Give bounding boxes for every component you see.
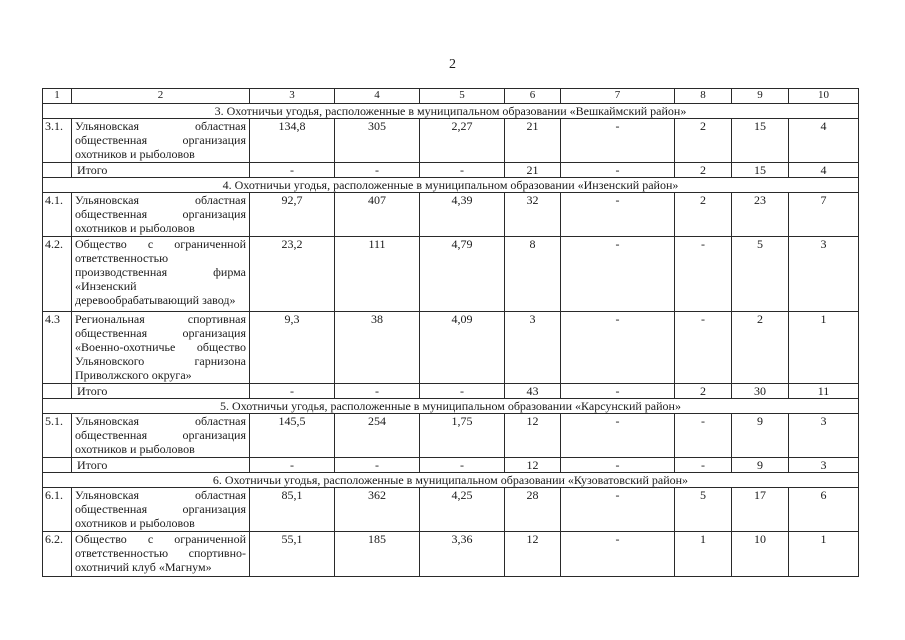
- column-header: 4: [335, 89, 420, 104]
- cell-c4: 254: [335, 414, 420, 458]
- cell-c3: 23,2: [250, 237, 335, 312]
- total-c7: -: [561, 458, 675, 473]
- cell-c6: 12: [505, 532, 561, 577]
- total-c3: -: [250, 384, 335, 399]
- table-row: [43, 414, 859, 458]
- cell-c6: 21: [505, 119, 561, 163]
- cell-c10: 3: [789, 237, 859, 312]
- total-c4: -: [335, 458, 420, 473]
- section-title-row: [43, 399, 859, 414]
- cell-c8: 1: [675, 532, 732, 577]
- total-c3: -: [250, 163, 335, 178]
- cell-c5: 4,39: [420, 193, 505, 237]
- cell-c3: 134,8: [250, 119, 335, 163]
- column-header: 7: [561, 89, 675, 104]
- cell-c8: 2: [675, 119, 732, 163]
- cell-c5: 2,27: [420, 119, 505, 163]
- section-title-row: [43, 104, 859, 119]
- total-c6: 12: [505, 458, 561, 473]
- cell-c7: -: [561, 193, 675, 237]
- cell-c9: 17: [732, 488, 789, 532]
- total-c4: -: [335, 163, 420, 178]
- total-c9: 30: [732, 384, 789, 399]
- cell-c3: 85,1: [250, 488, 335, 532]
- total-c3: -: [250, 458, 335, 473]
- total-c5: -: [420, 458, 505, 473]
- cell-c7: -: [561, 414, 675, 458]
- cell-c9: 9: [732, 414, 789, 458]
- cell-c5: 4,09: [420, 312, 505, 384]
- cell-c4: 362: [335, 488, 420, 532]
- cell-c6: 12: [505, 414, 561, 458]
- total-row: [43, 163, 859, 178]
- column-header: 3: [250, 89, 335, 104]
- total-c9: 9: [732, 458, 789, 473]
- section-title: 5. Охотничьи угодья, расположенные в муниципальном образовании «Карсунский район»: [43, 399, 859, 414]
- cell-c4: 185: [335, 532, 420, 577]
- cell-c9: 2: [732, 312, 789, 384]
- organization-name: Ульяновская областная общественная организация охотников и рыболовов: [72, 488, 250, 532]
- hunting-grounds-table: [42, 88, 859, 577]
- row-number: 3.1.: [43, 119, 72, 163]
- total-number-cell: [43, 458, 72, 473]
- cell-c8: 2: [675, 193, 732, 237]
- column-header: 2: [72, 89, 250, 104]
- row-number: 4.1.: [43, 193, 72, 237]
- total-row: [43, 458, 859, 473]
- page-number: 2: [449, 57, 456, 72]
- cell-c10: 3: [789, 414, 859, 458]
- total-number-cell: [43, 163, 72, 178]
- organization-name: Региональная спортивная общественная организация «Военно-охотничье общество Ульяновского гарнизона Приволжского округа»: [72, 312, 250, 384]
- total-label: Итого: [72, 458, 250, 473]
- cell-c7: -: [561, 237, 675, 312]
- total-label: Итого: [72, 163, 250, 178]
- column-header: 8: [675, 89, 732, 104]
- cell-c9: 15: [732, 119, 789, 163]
- cell-c4: 111: [335, 237, 420, 312]
- total-c8: -: [675, 458, 732, 473]
- row-number: 6.1.: [43, 488, 72, 532]
- cell-c7: -: [561, 119, 675, 163]
- cell-c8: -: [675, 414, 732, 458]
- column-header: 1: [43, 89, 72, 104]
- cell-c10: 7: [789, 193, 859, 237]
- column-header: 10: [789, 89, 859, 104]
- cell-c6: 3: [505, 312, 561, 384]
- total-c4: -: [335, 384, 420, 399]
- row-number: 4.3: [43, 312, 72, 384]
- table-row: [43, 193, 859, 237]
- section-title-row: [43, 178, 859, 193]
- cell-c4: 305: [335, 119, 420, 163]
- total-c6: 21: [505, 163, 561, 178]
- table-row: [43, 488, 859, 532]
- total-label: Итого: [72, 384, 250, 399]
- table-row: [43, 312, 859, 384]
- total-c5: -: [420, 163, 505, 178]
- organization-name: Ульяновская областная общественная организация охотников и рыболовов: [72, 414, 250, 458]
- row-number: 5.1.: [43, 414, 72, 458]
- cell-c5: 4,79: [420, 237, 505, 312]
- table-row: [43, 237, 859, 312]
- total-c10: 3: [789, 458, 859, 473]
- total-c10: 4: [789, 163, 859, 178]
- section-title: 4. Охотничьи угодья, расположенные в муниципальном образовании «Инзенский район»: [43, 178, 859, 193]
- total-number-cell: [43, 384, 72, 399]
- total-c9: 15: [732, 163, 789, 178]
- cell-c5: 3,36: [420, 532, 505, 577]
- cell-c7: -: [561, 532, 675, 577]
- cell-c7: -: [561, 312, 675, 384]
- total-row: [43, 384, 859, 399]
- cell-c4: 407: [335, 193, 420, 237]
- total-c5: -: [420, 384, 505, 399]
- section-title-row: [43, 473, 859, 488]
- organization-name: Общество с ограниченной ответственностью спортивно-охотничий клуб «Магнум»: [72, 532, 250, 577]
- total-c8: 2: [675, 384, 732, 399]
- cell-c9: 23: [732, 193, 789, 237]
- column-header: 9: [732, 89, 789, 104]
- cell-c4: 38: [335, 312, 420, 384]
- row-number: 4.2.: [43, 237, 72, 312]
- total-c10: 11: [789, 384, 859, 399]
- cell-c9: 10: [732, 532, 789, 577]
- total-c7: -: [561, 384, 675, 399]
- table-row: [43, 532, 859, 577]
- cell-c5: 4,25: [420, 488, 505, 532]
- cell-c9: 5: [732, 237, 789, 312]
- cell-c8: -: [675, 237, 732, 312]
- cell-c5: 1,75: [420, 414, 505, 458]
- organization-name: Общество с ограниченной ответственностью производственная фирма «Инзенский деревообрабатывающий завод»: [72, 237, 250, 312]
- cell-c7: -: [561, 488, 675, 532]
- organization-name: Ульяновская областная общественная организация охотников и рыболовов: [72, 193, 250, 237]
- cell-c10: 1: [789, 532, 859, 577]
- cell-c10: 6: [789, 488, 859, 532]
- cell-c3: 55,1: [250, 532, 335, 577]
- section-title: 3. Охотничьи угодья, расположенные в муниципальном образовании «Вешкаймский район»: [43, 104, 859, 119]
- cell-c3: 145,5: [250, 414, 335, 458]
- total-c7: -: [561, 163, 675, 178]
- cell-c8: 5: [675, 488, 732, 532]
- column-header: 6: [505, 89, 561, 104]
- organization-name: Ульяновская областная общественная организация охотников и рыболовов: [72, 119, 250, 163]
- cell-c10: 1: [789, 312, 859, 384]
- section-title: 6. Охотничьи угодья, расположенные в муниципальном образовании «Кузоватовский район»: [43, 473, 859, 488]
- row-number: 6.2.: [43, 532, 72, 577]
- cell-c6: 8: [505, 237, 561, 312]
- cell-c3: 92,7: [250, 193, 335, 237]
- total-c6: 43: [505, 384, 561, 399]
- total-c8: 2: [675, 163, 732, 178]
- cell-c8: -: [675, 312, 732, 384]
- column-header: 5: [420, 89, 505, 104]
- cell-c3: 9,3: [250, 312, 335, 384]
- cell-c10: 4: [789, 119, 859, 163]
- cell-c6: 28: [505, 488, 561, 532]
- cell-c6: 32: [505, 193, 561, 237]
- table-header-row: [43, 89, 859, 104]
- table-row: [43, 119, 859, 163]
- table-body: [43, 89, 859, 577]
